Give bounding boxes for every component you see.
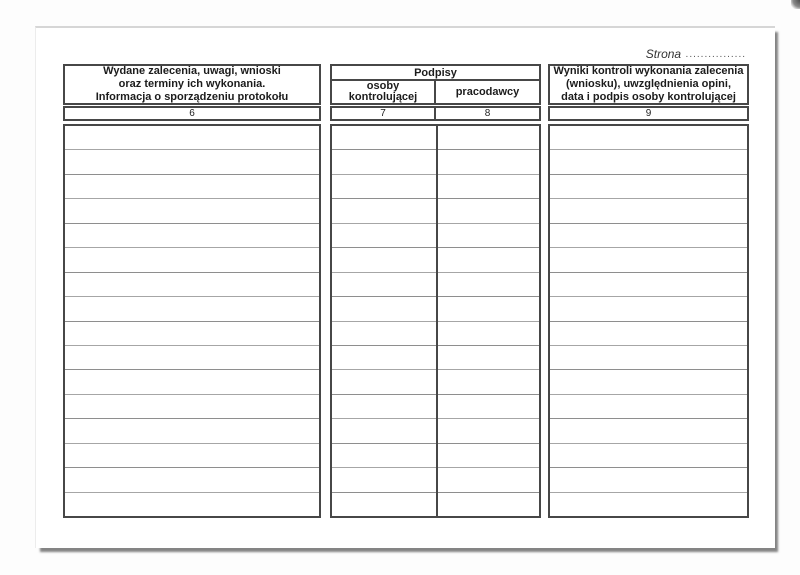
column-9-number: 9	[548, 106, 749, 121]
table-row	[65, 492, 319, 516]
column-6-body	[63, 124, 321, 518]
podpisy-group-label: Podpisy	[332, 66, 539, 81]
column-8-number: 8	[484, 108, 491, 119]
scan-corner-artifact	[791, 0, 800, 9]
podpisy-subheaders	[332, 81, 539, 103]
table-row	[65, 126, 319, 149]
podpisy-numbers	[330, 106, 541, 121]
table-row	[65, 467, 319, 491]
podpisy-header	[330, 64, 541, 105]
header-line: pracodawcy	[455, 85, 520, 98]
table-row	[65, 345, 319, 369]
column-7-header	[332, 81, 436, 103]
header-line: oraz terminy ich wykonania.	[118, 78, 266, 90]
column-6-block	[63, 64, 321, 518]
table-row	[550, 126, 747, 149]
header-line: Wyniki kontroli wykonania zalecenia	[553, 65, 744, 77]
table-row	[65, 272, 319, 296]
table-row	[65, 394, 319, 418]
table-row	[65, 321, 319, 345]
strona-dotted-line: ................	[685, 49, 746, 60]
form-sheet	[35, 26, 775, 548]
table-row	[65, 198, 319, 222]
page-number-field	[646, 45, 746, 63]
table-row	[65, 296, 319, 320]
table-row	[65, 369, 319, 393]
table-row	[550, 198, 747, 222]
table-row	[550, 345, 747, 369]
column-9-body	[548, 124, 749, 518]
table-row	[65, 149, 319, 173]
table-row	[550, 467, 747, 491]
table-row	[550, 272, 747, 296]
column-7-number: 7	[332, 108, 436, 119]
header-line: Informacja o sporządzeniu protokołu	[95, 91, 289, 103]
column-9-header	[548, 64, 749, 105]
table-row	[550, 174, 747, 198]
podpisy-body	[330, 124, 541, 518]
strona-label: Strona	[645, 47, 682, 61]
column-6-number: 6	[63, 106, 321, 121]
table-row	[550, 492, 747, 516]
table-row	[550, 247, 747, 271]
table-row	[550, 369, 747, 393]
header-line: (wniosku), uwzględnienia opini,	[566, 78, 731, 90]
column-7-8-divider	[436, 126, 438, 516]
table-row	[550, 149, 747, 173]
header-line: Wydane zalecenia, uwagi, wnioski	[103, 65, 281, 77]
table-row	[65, 247, 319, 271]
table-row	[550, 296, 747, 320]
column-6-header	[63, 64, 321, 105]
table-row	[550, 394, 747, 418]
table-row	[550, 443, 747, 467]
table-row	[550, 418, 747, 442]
podpisy-block	[330, 64, 541, 518]
inspection-form-table	[63, 64, 749, 518]
column-9-block	[548, 64, 749, 518]
header-line: data i podpis osoby kontrolującej	[561, 91, 736, 103]
table-row	[65, 418, 319, 442]
table-row	[65, 443, 319, 467]
header-line: osoby	[366, 80, 400, 92]
table-row	[65, 174, 319, 198]
header-line: kontrolującej	[348, 91, 418, 103]
table-row	[65, 223, 319, 247]
column-8-header	[436, 81, 539, 103]
table-row	[550, 223, 747, 247]
table-row	[550, 321, 747, 345]
